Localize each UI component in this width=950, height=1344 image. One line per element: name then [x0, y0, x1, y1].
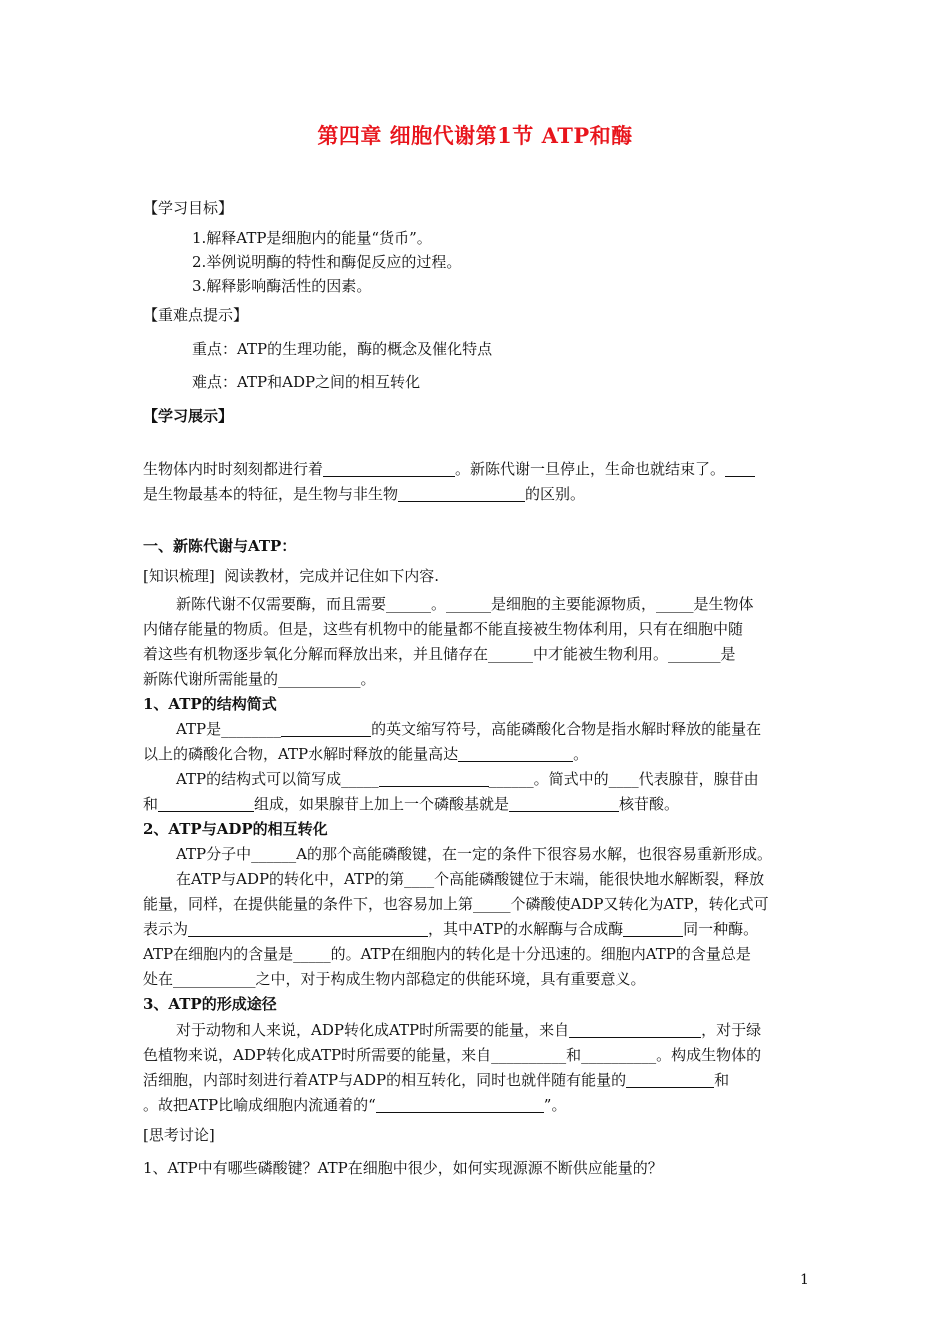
answer-blank[interactable]: [158, 795, 254, 812]
answer-blank[interactable]: [623, 920, 683, 937]
answer-blank[interactable]: [379, 770, 489, 787]
display-text: 是生物最基本的特征，是生物与非生物: [143, 485, 399, 503]
text-span: 核苷酸。: [619, 795, 680, 813]
difficulty-point: 难点：ATP和ADP之间的相互转化: [192, 373, 421, 391]
paragraph-line: 着这些有机物逐步氧化分解而释放出来，并且储存在______中才能被生物利用。_______是: [143, 645, 736, 663]
page-number: 1: [800, 1272, 809, 1288]
objective-item: 2.举例说明酶的特性和酶促反应的过程。: [192, 253, 462, 271]
paragraph-line: 新陈代谢不仅需要酶，而且需要______。______是细胞的主要能源物质，_____是生物体: [176, 595, 754, 613]
page-title: 第四章 细胞代谢第1节 ATP和酶: [317, 123, 633, 148]
display-heading: 【学习展示】: [143, 407, 234, 425]
text-span: 表示为: [143, 920, 189, 938]
paragraph-line: [143, 792, 679, 816]
paragraph-line: [143, 1068, 729, 1092]
paragraph-line: 内储存能量的物质。但是，这些有机物中的能量都不能直接被生物体利用，只有在细胞中随: [143, 620, 744, 638]
text-span: 和: [714, 1071, 730, 1089]
paragraph-line: 能量，同样，在提供能量的条件下，也容易加上第_____个磷酸使ADP又转化为ATP，转化式可: [143, 895, 769, 913]
answer-blank[interactable]: [569, 1021, 701, 1038]
display-text: 生物体内时时刻刻都进行着: [143, 460, 324, 478]
text-span: 活细胞，内部时刻进行着ATP与ADP的相互转化，同时也就伴随有能量的: [143, 1071, 627, 1089]
paragraph-line: [176, 717, 761, 741]
answer-blank[interactable]: [188, 920, 428, 937]
subsection-heading: 3、ATP的形成途径: [143, 995, 277, 1013]
answer-blank[interactable]: [458, 745, 573, 762]
answer-blank[interactable]: [376, 1096, 544, 1113]
text-span: 同一种酶。: [683, 920, 759, 938]
display-text: 。新陈代谢一旦停止，生命也就结束了。: [455, 460, 726, 478]
paragraph-line: 在ATP与ADP的转化中，ATP的第____个高能磷酸键位于末端，能很快地水解断裂，释放: [176, 870, 765, 888]
objective-item: 3.解释影响酶活性的因素。: [192, 277, 372, 295]
text-span: ______。简式中的____代表腺苷，腺苷由: [488, 770, 759, 788]
paragraph-line: ATP在细胞内的含量是_____的。ATP在细胞内的转化是十分迅速的。细胞内ATP的含量总是: [143, 945, 751, 963]
answer-blank[interactable]: [398, 485, 525, 502]
text-span: 对于动物和人来说，ADP转化成ATP时所需要的能量，来自: [176, 1021, 570, 1039]
text-span: 的英文缩写符号，高能磷酸化合物是指水解时释放的能量在: [371, 720, 762, 738]
answer-blank[interactable]: [626, 1071, 714, 1088]
answer-blank[interactable]: [509, 795, 619, 812]
review-text: 阅读教材，完成并记住如下内容.: [224, 567, 440, 585]
review-label: [知识梳理]: [143, 567, 215, 585]
text-span: 以上的磷酸化合物，ATP水解时释放的能量高达: [143, 745, 459, 763]
text-span: ATP的结构式可以简写成_____: [176, 770, 379, 788]
objective-item: 1.解释ATP是细胞内的能量“货币”。: [192, 229, 432, 247]
key-points-heading: 【重难点提示】: [143, 306, 249, 324]
answer-blank[interactable]: [323, 460, 455, 477]
text-span: ATP是________: [176, 720, 282, 738]
objectives-heading: 【学习目标】: [143, 199, 234, 217]
text-span: ”。: [543, 1096, 567, 1114]
paragraph-line: ATP分子中______A的那个高能磷酸键，在一定的条件下很容易水解，也很容易重新形成。: [176, 845, 772, 863]
paragraph-line: [143, 917, 758, 941]
text-span: ，其中ATP的水解酶与合成酶: [428, 920, 624, 938]
display-text: 的区别。: [525, 485, 586, 503]
text-span: ，对于绿: [701, 1021, 762, 1039]
paragraph-line: 处在___________之中，对于构成生物内部稳定的供能环境，具有重要意义。: [143, 970, 646, 988]
paragraph-line: [143, 1093, 566, 1117]
answer-blank[interactable]: [281, 720, 371, 737]
paragraph-line: 新陈代谢所需能量的___________。: [143, 670, 376, 688]
paragraph-line: [176, 1018, 761, 1042]
display-paragraph-line: [143, 482, 585, 506]
key-point: 重点：ATP的生理功能，酶的概念及催化特点: [192, 340, 493, 358]
paragraph-line: [143, 742, 588, 766]
paragraph-line: [176, 767, 759, 791]
section-heading: 一、新陈代谢与ATP：: [143, 537, 297, 555]
answer-blank[interactable]: [725, 460, 755, 477]
text-span: 和: [143, 795, 159, 813]
subsection-heading: 2、ATP与ADP的相互转化: [143, 820, 328, 838]
text-span: 组成，如果腺苷上加上一个磷酸基就是: [254, 795, 510, 813]
subsection-heading: 1、ATP的结构简式: [143, 695, 277, 713]
paragraph-line: 色植物来说，ADP转化成ATP时所需要的能量，来自__________和__________。构成生物体的: [143, 1046, 762, 1064]
display-paragraph-line: [143, 457, 755, 481]
text-span: 。: [573, 745, 589, 763]
discussion-question: 1、ATP中有哪些磷酸键？ATP在细胞中很少，如何实现源源不断供应能量的？: [143, 1159, 663, 1177]
text-span: 。故把ATP比喻成细胞内流通着的“: [143, 1096, 376, 1114]
review-line: [143, 564, 439, 588]
discussion-heading: [思考讨论]: [143, 1126, 215, 1144]
